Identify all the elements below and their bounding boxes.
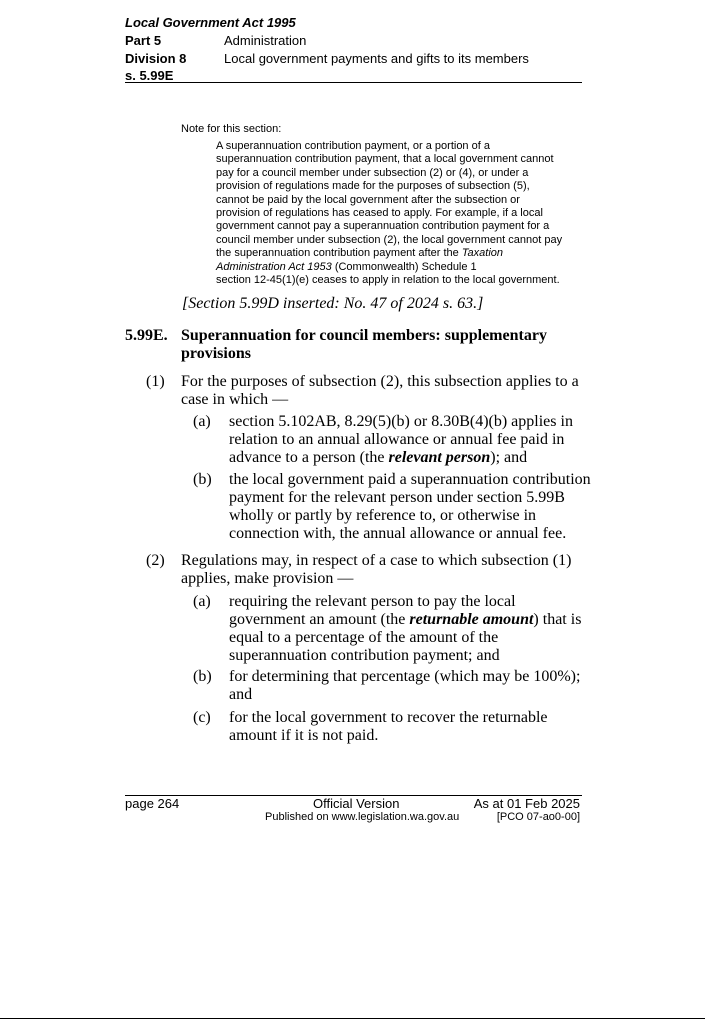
text-line: Regulations may, in respect of a case to which subsection (1): [181, 552, 572, 569]
version-label: Official Version: [313, 796, 400, 811]
paragraph-number: (b): [193, 668, 212, 685]
text-line: [229, 449, 589, 467]
paragraph-text: [229, 471, 589, 543]
note-line: pay for a council member under subsection (2) or (4), or under a: [216, 166, 529, 179]
subsection-number: (2): [146, 552, 165, 569]
text-line: payment for the relevant person under section 5.99B: [229, 489, 565, 506]
section-title-line: provisions: [181, 345, 251, 362]
text-line: for the local government to recover the returnable: [229, 709, 548, 726]
note-line: government cannot pay a superannuation contribution payment for a: [216, 220, 550, 233]
page-number: page 264: [125, 796, 180, 811]
note-line: A superannuation contribution payment, or a portion of a: [216, 140, 490, 152]
text-line: [229, 611, 589, 629]
note-line: [216, 247, 584, 260]
as-at-date: As at 01 Feb 2025: [473, 796, 580, 811]
paragraph-text: [229, 413, 589, 467]
act-title: Local Government Act 1995: [125, 15, 296, 30]
paragraph-number: (a): [193, 413, 211, 430]
subsection-number: (1): [146, 373, 165, 390]
published-note: Published on www.legislation.wa.gov.au: [265, 811, 460, 823]
note-line: section 12-45(1)(e) ceases to apply in relation to the local government.: [216, 274, 560, 287]
page-edge: [0, 1018, 705, 1019]
text-run: advance to a person (the: [229, 449, 389, 466]
section-ref: s. 5.99E: [125, 68, 174, 83]
note-act-name: Administration Act 1953: [216, 260, 332, 273]
header-rule: [125, 82, 582, 83]
defined-term: returnable amount: [409, 611, 534, 628]
text-line: For the purposes of subsection (2), this subsection applies to a: [181, 373, 579, 390]
text-line: applies, make provision —: [181, 570, 354, 587]
note-body: [216, 140, 584, 287]
text-run: government an amount (the: [229, 611, 410, 628]
text-line: the local government paid a superannuation contribution: [229, 471, 591, 488]
note-heading: Note for this section:: [181, 123, 282, 135]
part-name: Administration: [224, 33, 307, 48]
note-line-text: the superannuation contribution payment after the: [216, 247, 459, 260]
note-line: cannot be paid by the local government after the subsection or: [216, 193, 520, 206]
pco-code: [PCO 07-ao0-00]: [496, 811, 580, 823]
defined-term: relevant person: [388, 449, 491, 466]
text-line: section 5.102AB, 8.29(5)(b) or 8.30B(4)(b) applies in: [229, 413, 573, 430]
paragraph-number: (a): [193, 593, 211, 610]
text-run: ); and: [490, 449, 528, 466]
note-line: council member under subsection (2), the local government cannot pay: [216, 233, 563, 246]
text-line: for determining that percentage (which may be 100%);: [229, 668, 581, 685]
paragraph-text: [229, 668, 589, 704]
paragraph-number: (c): [193, 709, 211, 726]
note-line: [216, 261, 584, 274]
history-note: [Section 5.99D inserted: No. 47 of 2024 s. 63.]: [182, 295, 484, 312]
section-number: 5.99E.: [125, 327, 168, 344]
text-line: superannuation contribution payment; and: [229, 647, 500, 664]
division-label: Division 8: [125, 51, 187, 66]
text-line: amount if it is not paid.: [229, 727, 379, 744]
subsection-text: [181, 552, 581, 588]
paragraph-number: (b): [193, 471, 212, 488]
note-act-suffix: (Commonwealth) Schedule 1: [331, 260, 477, 273]
text-line: wholly or partly by reference to, or otherwise in: [229, 507, 537, 524]
note-line: provision of regulations made for the purposes of subsection (5),: [216, 180, 530, 193]
text-line: requiring the relevant person to pay the local: [229, 593, 516, 610]
subsection-text: [181, 373, 581, 409]
note-act-name: Taxation: [461, 247, 504, 260]
section-title: [181, 327, 581, 363]
section-title-line: Superannuation for council members: supplementary: [181, 327, 547, 344]
division-name: Local government payments and gifts to its members: [224, 51, 529, 66]
note-line: superannuation contribution payment, that a local government cannot: [216, 153, 554, 166]
text-line: case in which —: [181, 391, 289, 408]
text-line: equal to a percentage of the amount of the: [229, 629, 499, 646]
part-label: Part 5: [125, 33, 162, 48]
paragraph-text: [229, 709, 589, 745]
text-line: connection with, the annual allowance or annual fee.: [229, 525, 567, 542]
paragraph-text: [229, 593, 589, 665]
text-line: relation to an annual allowance or annual fee paid in: [229, 431, 565, 448]
note-line: provision of regulations has ceased to apply. For example, if a local: [216, 207, 543, 220]
text-line: and: [229, 686, 253, 703]
text-run: ) that is: [533, 611, 582, 628]
